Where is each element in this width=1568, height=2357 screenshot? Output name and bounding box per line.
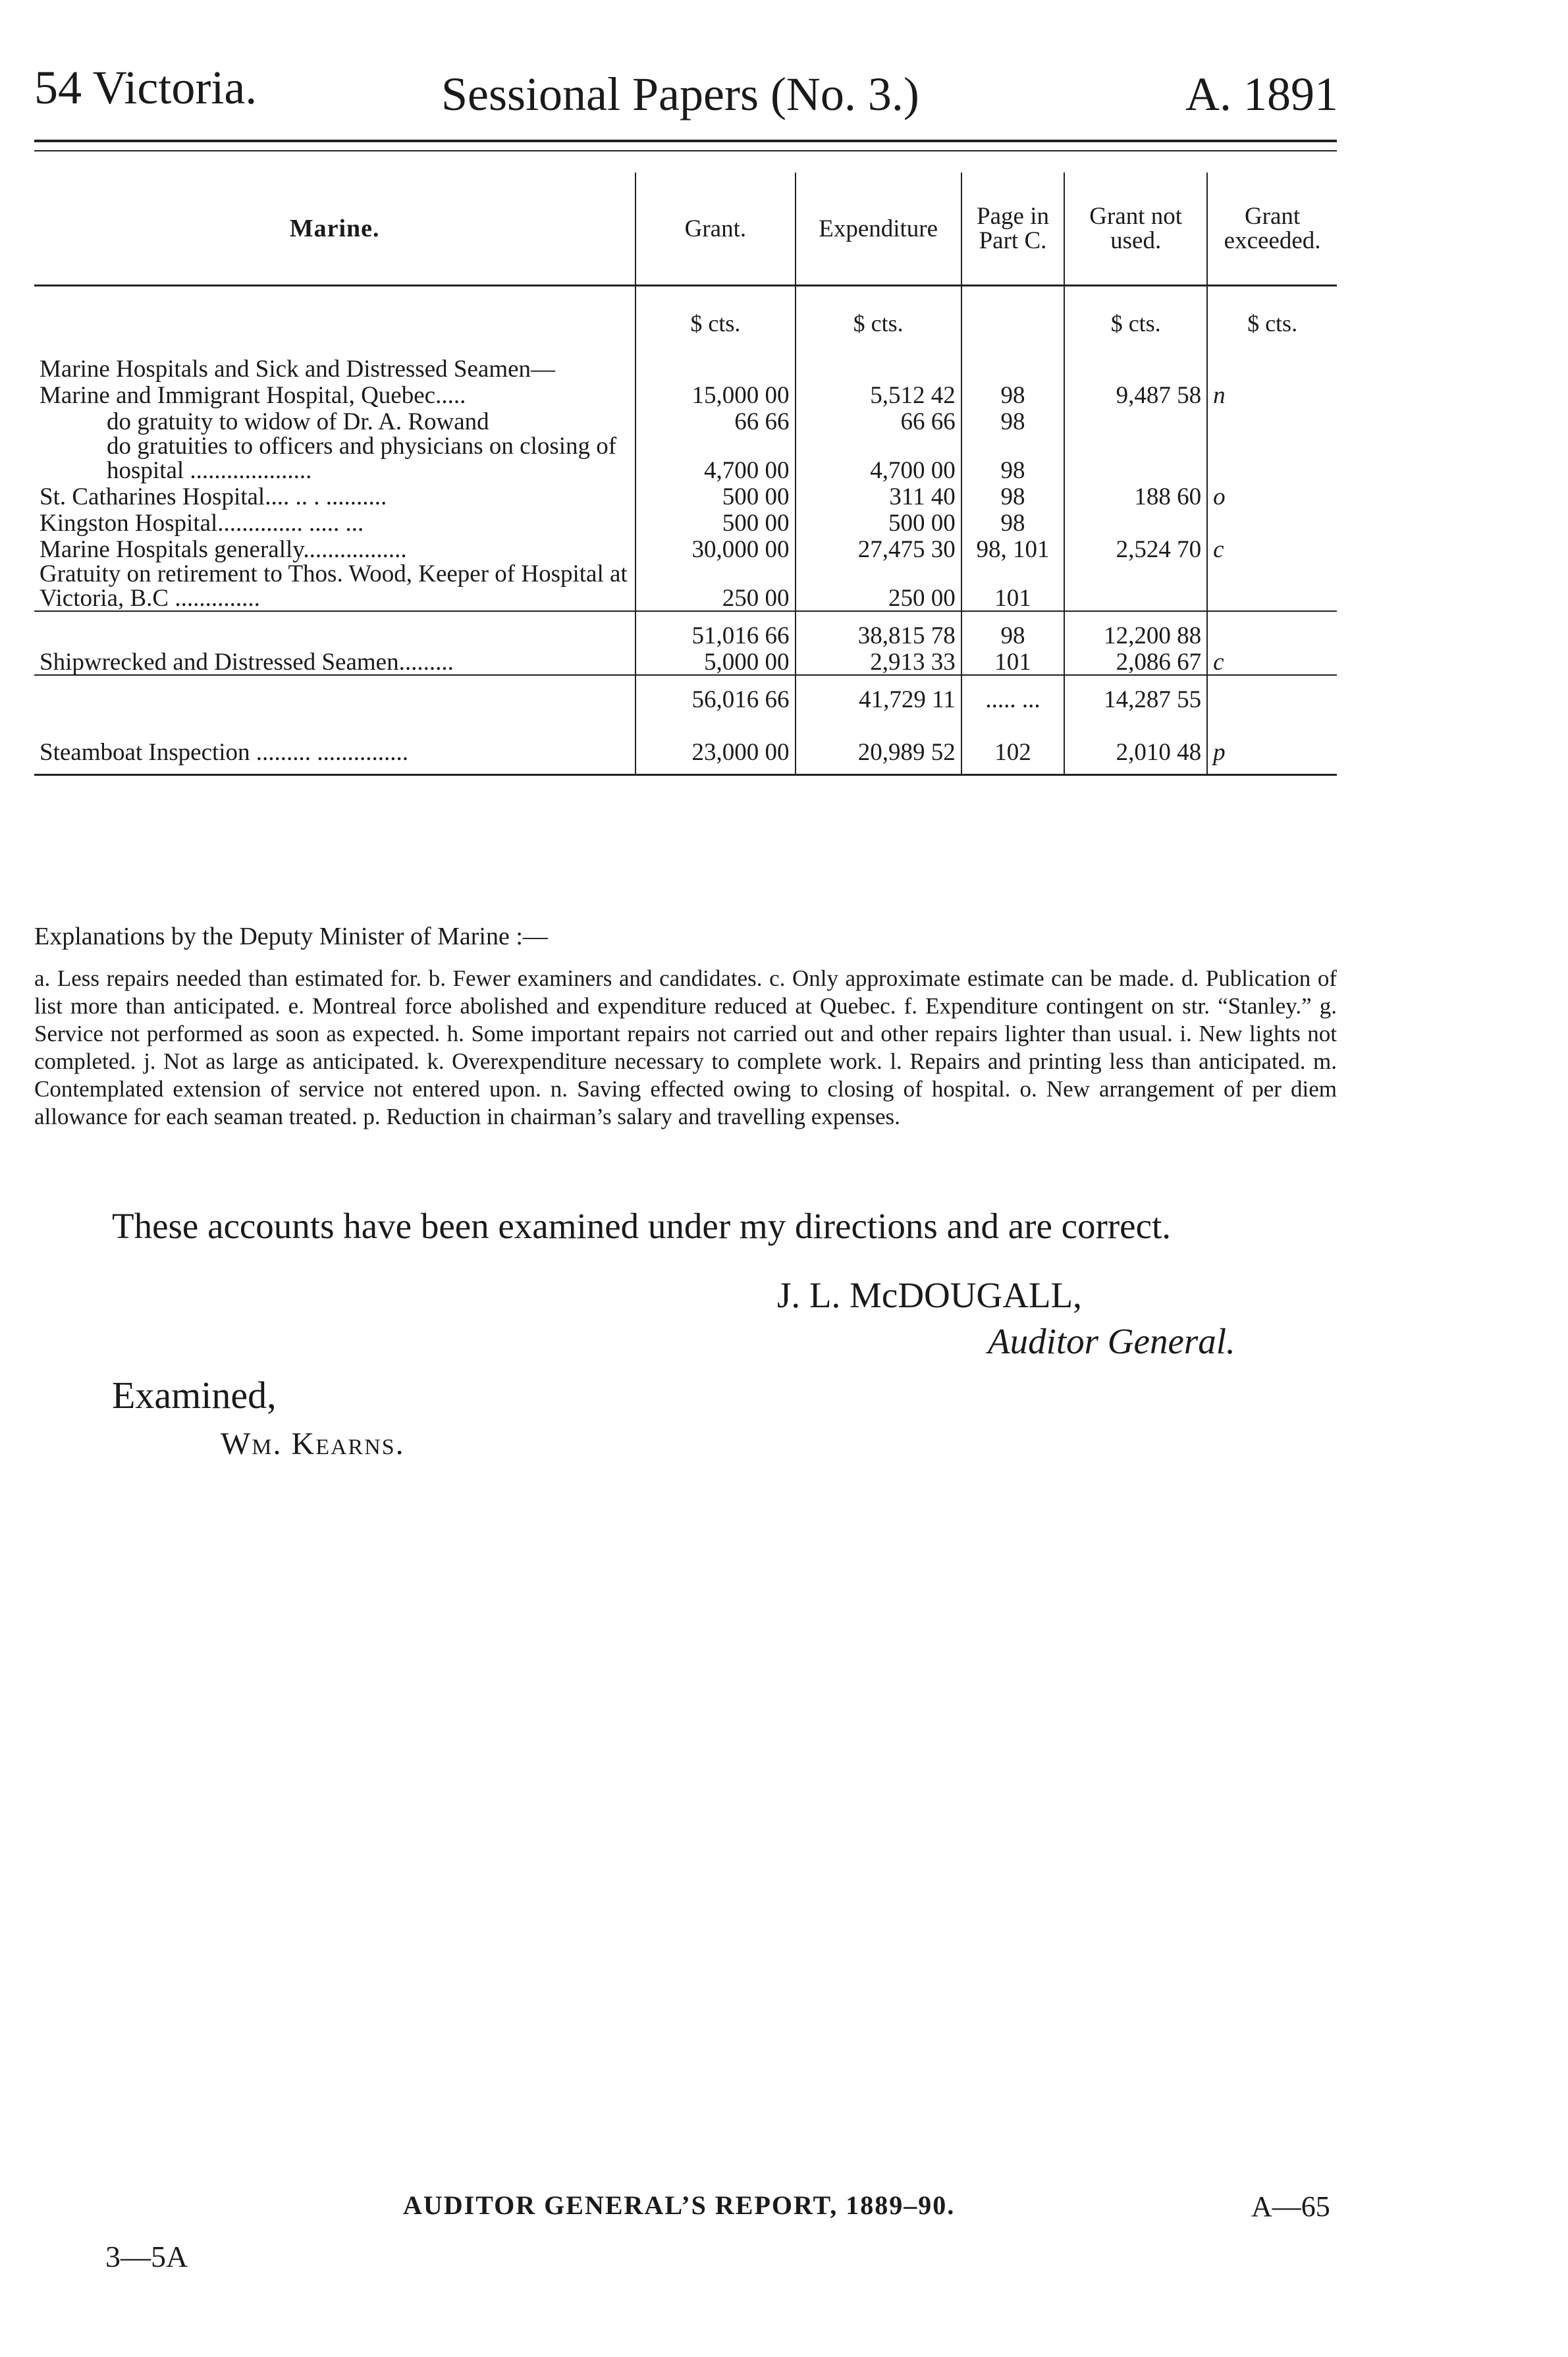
row-page: 98: [961, 381, 1064, 408]
total-page: ..... ...: [961, 675, 1064, 712]
units-unused: $ cts.: [1064, 286, 1207, 356]
row-grant: 500 00: [635, 509, 795, 535]
row-page: 98: [961, 408, 1064, 434]
units-expenditure: $ cts.: [796, 286, 961, 356]
row-description: Marine and Immigrant Hospital, Quebec.....: [40, 382, 466, 409]
row-description: Kingston Hospital.............. ..... ...: [40, 510, 364, 537]
row-description: Gratuity on retirement to Thos. Wood, Keeper of Hospital at Victoria, B.C ..............: [40, 560, 628, 612]
total-grant: 56,016 66: [635, 675, 795, 712]
row-grant: 66 66: [635, 408, 795, 434]
steamboat-desc: Steamboat Inspection ......... ...............: [34, 738, 635, 775]
row-note: c: [1207, 535, 1337, 562]
row-page: 98: [961, 483, 1064, 509]
header-rule-thin: [34, 150, 1337, 151]
units-page: [961, 286, 1064, 356]
row-grant-not-used: [1064, 562, 1207, 611]
footer-left: 3—5A: [105, 2240, 188, 2273]
row-grant: 4,700 00: [635, 434, 795, 483]
row-expenditure: 250 00: [796, 562, 961, 611]
steamboat-expenditure: 20,989 52: [796, 738, 961, 775]
steamboat-unused: 2,010 48: [1064, 738, 1207, 775]
row-note: o: [1207, 483, 1337, 509]
row-grant-not-used: [1064, 509, 1207, 535]
row-grant-not-used: [1064, 408, 1207, 434]
row-page: 101: [961, 562, 1064, 611]
row-grant: 250 00: [635, 562, 795, 611]
row-description: do gratuities to officers and physicians on closing of hospital ....................: [107, 433, 617, 484]
table-row: [34, 483, 1337, 509]
subtotal-grant: 51,016 66: [635, 611, 795, 648]
row-note: [1207, 408, 1337, 434]
row-expenditure: 66 66: [796, 408, 961, 434]
row-page: 98, 101: [961, 535, 1064, 562]
footer-report-title: AUDITOR GENERAL’S REPORT, 1889–90.: [403, 2190, 956, 2220]
header-session: 54 Victoria.: [34, 61, 257, 114]
row-grant: 30,000 00: [635, 535, 795, 562]
table-row: [34, 509, 1337, 535]
row-note: [1207, 509, 1337, 535]
table-row: [34, 562, 1337, 611]
section-heading-hospitals: Marine Hospitals and Sick and Distressed Seamen—: [40, 356, 556, 383]
row-grant-not-used: 9,487 58: [1064, 381, 1207, 408]
units-exceeded: $ cts.: [1207, 286, 1337, 356]
row-note: [1207, 562, 1337, 611]
column-expenditure: Expenditure: [796, 173, 961, 286]
section-heading-row: [34, 355, 1337, 381]
row-grant-not-used: 188 60: [1064, 483, 1207, 509]
examiner-name: Wm. Kearns.: [221, 1426, 405, 1461]
steamboat-grant: 23,000 00: [635, 738, 795, 775]
auditor-title: Auditor General.: [988, 1321, 1235, 1361]
table-header-row: [34, 173, 1337, 286]
row-expenditure: 27,475 30: [796, 535, 961, 562]
marine-accounts-table: [34, 173, 1337, 776]
total-row: [34, 675, 1337, 712]
row-expenditure: 500 00: [796, 509, 961, 535]
certification-statement: These accounts have been examined under my directions and are correct.: [112, 1206, 1172, 1246]
subtotal-unused: 12,200 88: [1064, 611, 1207, 648]
steamboat-row: [34, 738, 1337, 775]
column-grant: Grant.: [635, 173, 795, 286]
row-description: do gratuity to widow of Dr. A. Rowand: [107, 408, 489, 435]
explanations-body: a. Less repairs needed than estimated for. b. Fewer examiners and candidates. c. Only approximate estimate can be made. d. Publication of list more than anticipated. e. Montreal force abolished and expenditure reduced at Quebec. f. Expenditure contingent on str. “Stanley.” g. Service not performed as soon as expected. h. Some important repairs not carried out and other repairs lighter than usual. i. New lights not completed. j. Not as large as anticipated. k. Overexpenditure necessary to complete work. l. Repairs and printing less than anticipated. m. Contemplated extension of service not entered upon. n. Saving effected owing to closing of hospital. o. New arrangement of per diem allowance for each seaman treated. p. Reduction in chairman’s salary and travelling expenses.: [34, 965, 1337, 1129]
subtotal-page: 98: [961, 611, 1064, 648]
auditor-name: J. L. McDOUGALL,: [777, 1275, 1082, 1315]
row-grant-not-used: [1064, 434, 1207, 483]
row-page: 98: [961, 509, 1064, 535]
row-note: [1207, 434, 1337, 483]
examined-label: Examined,: [112, 1374, 277, 1417]
table-row: [34, 408, 1337, 434]
row-description: Marine Hospitals generally.................: [40, 536, 407, 563]
steamboat-page: 102: [961, 738, 1064, 775]
steamboat-note: p: [1207, 738, 1337, 775]
row-page: 98: [961, 434, 1064, 483]
total-expenditure: 41,729 11: [796, 675, 961, 712]
row-grant: 15,000 00: [635, 381, 795, 408]
row-note: n: [1207, 381, 1337, 408]
footer-page-number: A—65: [1251, 2190, 1330, 2223]
shipwrecked-row: [34, 648, 1337, 675]
row-expenditure: 5,512 42: [796, 381, 961, 408]
header-title: Sessional Papers (No. 3.): [441, 68, 919, 121]
page-header: [0, 61, 1568, 133]
row-expenditure: 311 40: [796, 483, 961, 509]
row-description: St. Catharines Hospital.... .. . ..........: [40, 483, 387, 510]
units-spacer: [34, 286, 635, 356]
table-row: [34, 381, 1337, 408]
subtotal-row: [34, 611, 1337, 648]
units-grant: $ cts.: [635, 286, 795, 356]
header-rule-thick: [34, 140, 1337, 142]
table-row: [34, 434, 1337, 483]
column-marine: Marine.: [34, 173, 635, 286]
shipwrecked-grant: 5,000 00: [635, 648, 795, 675]
column-page: Page in Part C.: [961, 173, 1064, 286]
total-unused: 14,287 55: [1064, 675, 1207, 712]
row-grant: 500 00: [635, 483, 795, 509]
subtotal-expenditure: 38,815 78: [796, 611, 961, 648]
column-grant-not-used: Grant not used.: [1064, 173, 1207, 286]
shipwrecked-page: 101: [961, 648, 1064, 675]
shipwrecked-unused: 2,086 67: [1064, 648, 1207, 675]
table-row: [34, 535, 1337, 562]
shipwrecked-desc: Shipwrecked and Distressed Seamen.........: [40, 649, 454, 676]
shipwrecked-note: c: [1207, 648, 1337, 675]
row-expenditure: 4,700 00: [796, 434, 961, 483]
column-grant-exceeded: Grant exceeded.: [1207, 173, 1337, 286]
units-row: [34, 286, 1337, 356]
header-year: A. 1891: [1185, 68, 1338, 121]
explanations-heading: Explanations by the Deputy Minister of Marine :—: [34, 923, 548, 950]
shipwrecked-expenditure: 2,913 33: [796, 648, 961, 675]
row-grant-not-used: 2,524 70: [1064, 535, 1207, 562]
